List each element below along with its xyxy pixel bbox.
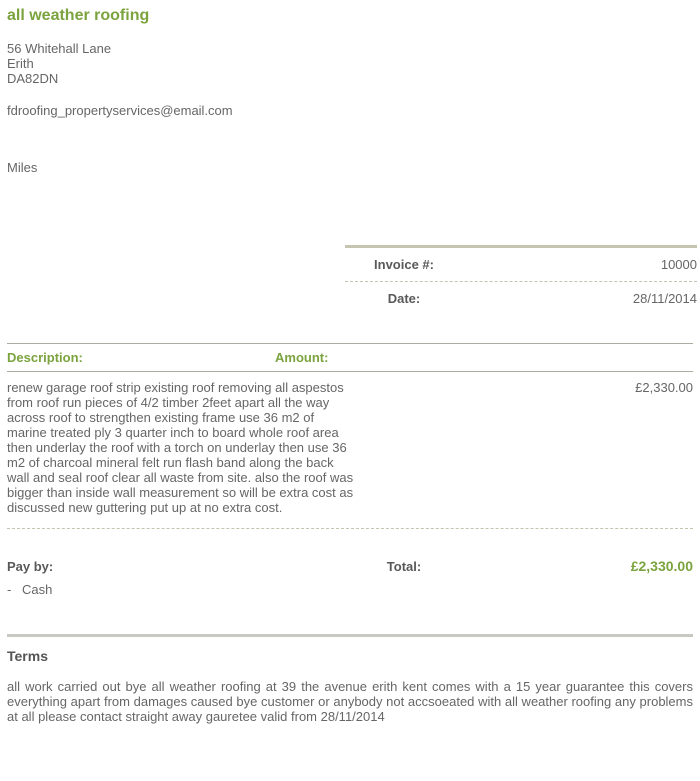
list-dash-marker: -: [7, 582, 12, 597]
address-line-2: Erith: [7, 56, 34, 71]
invoice-page: [0, 6, 700, 724]
terms-section: [7, 634, 693, 724]
invoice-number-value: 10000: [660, 257, 697, 272]
line-item-row: [7, 372, 693, 529]
items-header-row: [7, 343, 693, 372]
terms-heading: Terms: [7, 648, 48, 664]
company-address: [7, 41, 693, 86]
company-name: all weather roofing: [7, 7, 150, 24]
invoice-date-label: Date:: [387, 291, 421, 306]
company-email: fdroofing_propertyservices@email.com: [7, 103, 233, 118]
total-label: Total:: [386, 559, 422, 574]
pay-method-value: Cash: [22, 582, 53, 597]
pay-method: [7, 582, 345, 597]
address-line-3: DA82DN: [7, 71, 59, 86]
totals-row: [7, 529, 693, 597]
invoice-meta-table: [345, 245, 697, 315]
customer-name: Miles: [7, 160, 38, 175]
description-column-header: Description:: [7, 350, 83, 365]
amount-column-header: Amount:: [275, 350, 329, 365]
pay-by-label: Pay by:: [7, 559, 54, 574]
address-line-1: 56 Whitehall Lane: [7, 41, 112, 56]
invoice-date-value: 28/11/2014: [632, 291, 697, 306]
terms-text: all work carried out bye all weather roofing at 39 the avenue erith kent comes with a 15 year guarantee this covers everything apart from damages caused bye customer or anybody not accsoeated with all weather roofing any problems at all please contact straight away gauretee valid from 28/11/2014: [7, 679, 693, 724]
invoice-number-label: Invoice #:: [374, 257, 434, 272]
line-item-amount: £2,330.00: [635, 380, 693, 395]
pay-by-block: [7, 559, 345, 597]
invoice-number-row: [345, 248, 697, 282]
total-value: £2,330.00: [630, 558, 693, 574]
line-item-description: renew garage roof strip existing roof removing all aspestos from roof run pieces of 4/2 timber 2feet apart all the way across roof to strengthen existing frame use 36 m2 of marine treated ply 3 quarter inch to board whole roof area then underlay the roof with a torch on underlay then use 36 m2 of charcoal mineral felt run flash band along the back wall and seal roof clear all waste from site. also the roof was bigger than inside wall measurement so will be extra cost as discussed new guttering put up at no extra cost.: [7, 380, 354, 515]
invoice-date-row: [345, 282, 697, 315]
